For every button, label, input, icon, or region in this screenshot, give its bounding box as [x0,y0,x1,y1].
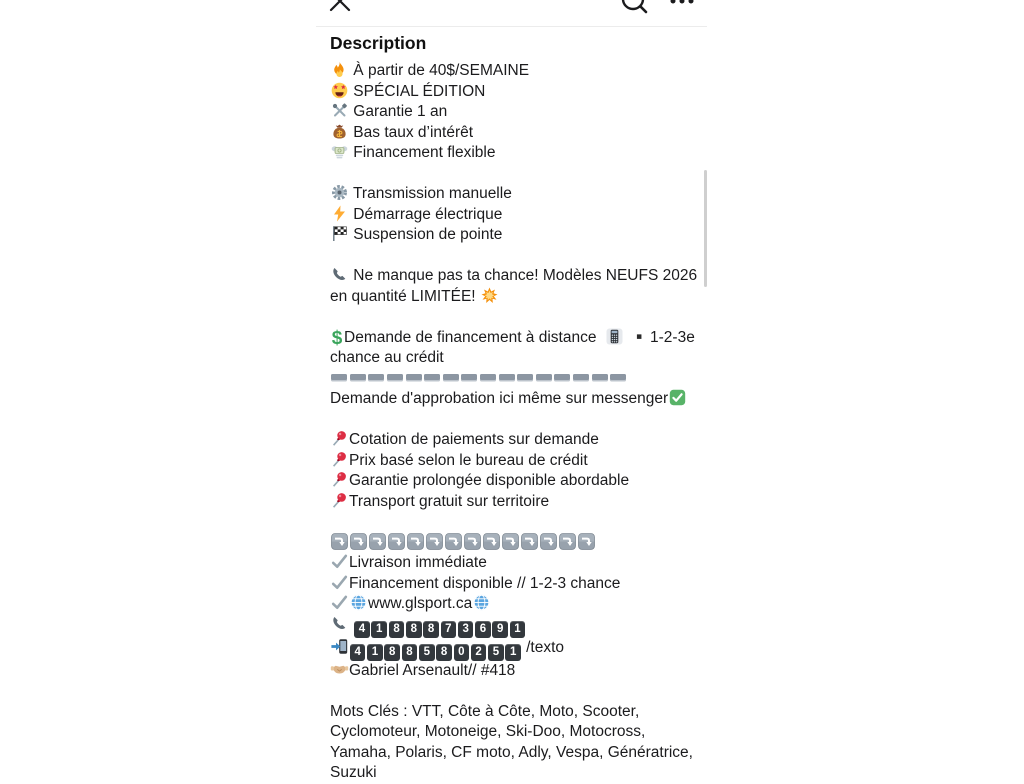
check-green-emoji [669,389,686,406]
arrow-down-emoji [426,533,443,550]
description-line: Garantie prolongée disponible abordable [330,471,712,492]
keycap-digit: 8 [423,621,439,638]
minus-emoji [592,374,608,380]
keycap-digit: 8 [436,644,452,661]
keycap-digit: 0 [454,644,470,661]
arrow-down-emoji [369,533,386,550]
arrow-down-emoji [502,533,519,550]
close-button[interactable] [327,0,353,14]
keycap-digit: 7 [441,621,457,638]
arrow-down-emoji [540,533,557,550]
scrollbar-thumb[interactable] [704,170,707,287]
description-line: Financement flexible [330,143,712,164]
keycap-digit: 1 [371,621,387,638]
keycap-digit: 8 [384,644,400,661]
more-options-button[interactable] [668,0,696,6]
description-line: Gabriel Arsenault// #418 [330,661,712,682]
description-line: Bas taux d’intérêt [330,123,712,144]
minus-emoji [350,374,366,380]
star-struck-emoji [331,82,348,99]
dollar-sign-emoji: $ [331,327,343,349]
money-wings-emoji [331,143,348,160]
minus-emoji [536,374,552,380]
small-square-emoji [634,328,645,345]
description-line: Transmission manuelle [330,184,712,205]
close-icon [327,0,353,14]
description-line: Yamaha, Polaris, CF moto, Adly, Vespa, Génératrice, [330,743,693,761]
minus-emoji [480,374,496,380]
phone-receiver-emoji [331,615,348,632]
description-line: en quantité LIMITÉE! [330,287,712,308]
keycap-digit: 4 [350,644,366,661]
arrow-down-emoji [464,533,481,550]
description-line [330,615,712,638]
description-line [330,512,712,533]
description-line [330,307,712,328]
phone-arrow-emoji [331,638,348,655]
gear-emoji [331,184,348,201]
description-line [330,533,712,554]
keycap-digit: 8 [389,621,405,638]
arrow-down-emoji [331,533,348,550]
arrow-down-emoji [483,533,500,550]
arrow-down-emoji [407,533,424,550]
arrow-down-emoji [350,533,367,550]
fire-emoji [331,61,348,78]
description-line [330,410,712,431]
keycap-digit: 1 [510,621,526,638]
description-line: Prix basé selon le bureau de crédit [330,451,712,472]
keycap-digit: 9 [492,621,508,638]
keycap-digit: 4 [354,621,370,638]
description-line: Garantie 1 an [330,102,712,123]
calculator-emoji [606,328,623,345]
money-bag-emoji [331,123,348,140]
phone-receiver-emoji [331,266,348,283]
keycap-digit: 1 [505,644,521,661]
hammer-wrench-emoji [331,102,348,119]
globe-emoji [473,594,490,611]
more-options-icon [668,0,696,6]
header-divider [316,26,707,27]
collision-emoji [481,287,498,304]
zap-emoji [331,205,348,222]
description-line: chance au crédit [330,349,444,366]
description-line: www.glsport.ca [330,594,712,615]
arrow-down-emoji [559,533,576,550]
minus-emoji [424,374,440,380]
globe-emoji [350,594,367,611]
description-line: Transport gratuit sur territoire [330,492,712,513]
keycap-digit: 3 [458,621,474,638]
description-line: Démarrage électrique [330,205,712,226]
arrow-down-emoji [521,533,538,550]
description-line: Ne manque pas ta chance! Modèles NEUFS 2026 [330,266,712,287]
minus-emoji [573,374,589,380]
check-grey-emoji [331,553,348,570]
search-icon [618,0,648,14]
description-line [330,246,712,267]
section-title: Description [330,33,427,53]
minus-emoji [554,374,570,380]
arrow-down-emoji [445,533,462,550]
keycap-digit: 5 [419,644,435,661]
minus-emoji [368,374,384,380]
minus-emoji [517,374,533,380]
pushpin-emoji [331,471,348,488]
description-line: SPÉCIAL ÉDITION [330,82,712,103]
description-line: 4 1 8 8 5 8 0 2 5 1 /texto [330,638,712,661]
description-line [330,164,712,185]
check-grey-emoji [331,574,348,591]
check-grey-emoji [331,594,348,611]
pushpin-emoji [331,492,348,509]
description-text [330,61,712,784]
keycap-digit: 8 [402,644,418,661]
description-line: Mots Clés : VTT, Côte à Côte, Moto, Scooter, [330,702,640,720]
description-line [330,681,712,702]
arrow-down-emoji [388,533,405,550]
search-button[interactable] [618,0,648,14]
description-line [330,369,712,390]
keycap-digit: 2 [471,644,487,661]
description-line: Livraison immédiate [330,553,712,574]
arrow-down-emoji [578,533,595,550]
minus-emoji [610,374,626,380]
description-line: $ Demande de financement à distance 1-2-3e [331,327,695,349]
handshake-emoji [331,661,348,678]
description-line: Suspension de pointe [330,225,712,246]
description-line: Cyclomoteur, Motoneige, Ski-Doo, Motocross, [330,723,646,740]
description-line: À partir de 40$/SEMAINE [330,61,712,82]
keycap-digit: 8 [406,621,422,638]
description-line: Financement disponible // 1-2-3 chance [330,574,712,595]
chequered-flag-emoji [331,225,348,242]
minus-emoji [443,374,459,380]
keycap-digit: 1 [367,644,383,661]
description-line: Demande d'approbation ici même sur messenger [330,389,712,410]
description-line: Suzuki [330,764,377,781]
minus-emoji [331,374,347,380]
keycap-digit: 5 [488,644,504,661]
minus-emoji [461,374,477,380]
description-line: Cotation de paiements sur demande [330,430,712,451]
pushpin-emoji [331,451,348,468]
minus-emoji [387,374,403,380]
keycap-digit: 6 [475,621,491,638]
minus-emoji [406,374,422,380]
pushpin-emoji [331,430,348,447]
minus-emoji [499,374,515,380]
